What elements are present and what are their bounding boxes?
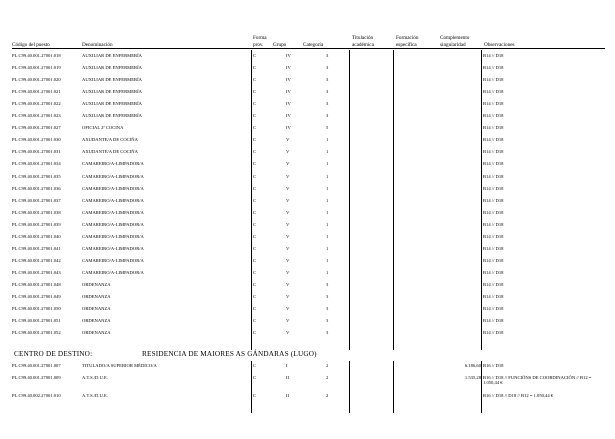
position-grupo: IV bbox=[286, 125, 291, 131]
position-grupo: V bbox=[286, 173, 290, 179]
position-categoria: 1 bbox=[326, 149, 329, 155]
position-code: PL.C99.40.001.27001.035 bbox=[12, 173, 61, 179]
header-complemento-1: Complemento bbox=[440, 35, 470, 41]
position-grupo: V bbox=[286, 257, 290, 263]
table-row bbox=[0, 87, 615, 99]
position-denomination: CAMAREIRO/A-LIMPADOR/A bbox=[82, 185, 144, 191]
position-grupo: V bbox=[286, 185, 290, 191]
position-forma: C bbox=[253, 318, 257, 324]
position-grupo: V bbox=[286, 221, 290, 227]
header-formacion-1: Formación bbox=[396, 35, 419, 41]
position-code: PL.C99.40.001.27001.020 bbox=[12, 77, 61, 83]
position-grupo: V bbox=[286, 245, 290, 251]
table-row bbox=[0, 232, 615, 244]
header-categoria: Categoría bbox=[303, 42, 324, 48]
position-observaciones: B14 // D18 bbox=[483, 173, 504, 179]
position-denomination: AUXILIAR DE ENFERMERÍA bbox=[82, 77, 142, 83]
position-categoria: 3 bbox=[326, 101, 329, 107]
header-forma-1: Forma bbox=[253, 35, 267, 41]
position-observaciones: B14 // D18 bbox=[483, 185, 504, 191]
position-forma: C bbox=[253, 77, 257, 83]
table-row bbox=[0, 111, 615, 123]
position-categoria: 1 bbox=[326, 161, 329, 167]
position-categoria: 1 bbox=[326, 269, 329, 275]
position-observaciones: B14 // D18 bbox=[483, 89, 504, 95]
position-grupo: IV bbox=[286, 113, 291, 119]
position-grupo: V bbox=[286, 318, 290, 324]
position-denomination: AUXILIAR DE ENFERMERÍA bbox=[82, 65, 142, 71]
position-grupo: IV bbox=[286, 53, 291, 58]
table-row bbox=[0, 147, 615, 159]
position-categoria: 3 bbox=[326, 330, 329, 336]
position-code: PL.C99.40.001.27001.027 bbox=[12, 125, 61, 131]
position-code: PL.C99.40.001.27001.034 bbox=[12, 161, 61, 167]
position-categoria: 1 bbox=[326, 197, 329, 203]
header-divider bbox=[12, 48, 605, 49]
position-categoria: 3 bbox=[326, 318, 329, 324]
position-denomination: CAMAREIRO/A-LIMPADOR/A bbox=[82, 173, 144, 179]
position-forma: C bbox=[253, 245, 257, 251]
position-observaciones: B14 // D18 bbox=[483, 101, 504, 107]
table-row bbox=[0, 159, 615, 171]
position-grupo: V bbox=[286, 330, 290, 336]
position-forma: C bbox=[253, 89, 257, 95]
position-forma: C bbox=[253, 185, 257, 191]
position-forma: C bbox=[253, 53, 257, 58]
position-observaciones: B14 // D18 bbox=[483, 53, 504, 58]
position-categoria: 3 bbox=[326, 65, 329, 71]
position-forma: C bbox=[253, 65, 257, 71]
position-categoria: 1 bbox=[326, 209, 329, 215]
position-grupo: IV bbox=[286, 101, 291, 107]
position-code: PL.C99.40.001.27001.007 bbox=[12, 363, 61, 368]
table-row bbox=[0, 123, 615, 135]
position-denomination: AXUDANTE/A DE COCIÑA bbox=[82, 149, 138, 155]
position-observaciones: B14 // D18 bbox=[483, 221, 504, 227]
position-code: PL.C99.40.001.27001.031 bbox=[12, 149, 61, 155]
position-categoria: 3 bbox=[326, 113, 329, 119]
position-denomination: CAMAREIRO/A-LIMPADOR/A bbox=[82, 269, 144, 275]
position-denomination: A.T.S./D.U.E. bbox=[82, 393, 108, 398]
position-categoria: 1 bbox=[326, 173, 329, 179]
position-code: PL.C99.40.001.27001.050 bbox=[12, 306, 61, 312]
position-denomination: OFICIAL 2ª COCINA bbox=[82, 125, 124, 131]
position-observaciones: B14 // D18 bbox=[483, 137, 504, 143]
position-forma: C bbox=[253, 393, 257, 398]
table-row bbox=[0, 220, 615, 232]
position-grupo: V bbox=[286, 306, 290, 312]
position-code: PL.C99.40.001.27001.009 bbox=[12, 375, 61, 380]
position-categoria: 3 bbox=[326, 294, 329, 299]
position-code: PL.C99.40.001.27001.051 bbox=[12, 318, 61, 324]
table-row bbox=[0, 172, 615, 184]
position-code: PL.C99.40.001.27001.030 bbox=[12, 137, 61, 143]
position-denomination: AUXILIAR DE ENFERMERÍA bbox=[82, 113, 142, 119]
position-denomination: CAMAREIRO/A-LIMPADOR/A bbox=[82, 197, 144, 203]
position-categoria: 3 bbox=[326, 89, 329, 95]
position-denomination: CAMAREIRO/A-LIMPADOR/A bbox=[82, 209, 144, 215]
position-complemento: 1.535,28 bbox=[464, 375, 481, 380]
position-categoria: 1 bbox=[326, 257, 329, 263]
table-row bbox=[0, 316, 615, 328]
position-categoria: 1 bbox=[326, 185, 329, 191]
header-titulacion-1: Titulación bbox=[352, 35, 374, 41]
position-categoria: 3 bbox=[326, 306, 329, 312]
position-denomination: AUXILIAR DE ENFERMERÍA bbox=[82, 89, 142, 95]
position-forma: C bbox=[253, 209, 257, 215]
position-denomination: AUXILIAR DE ENFERMERÍA bbox=[82, 53, 142, 58]
position-denomination: ORDENANZA bbox=[82, 281, 111, 287]
position-code: PL.C99.40.001.27001.041 bbox=[12, 245, 61, 251]
position-code: PL.C99.40.001.27001.040 bbox=[12, 233, 61, 239]
position-code: PL.C99.40.001.27001.022 bbox=[12, 101, 61, 107]
position-forma: C bbox=[253, 101, 257, 107]
position-forma: C bbox=[253, 149, 257, 155]
position-categoria: 1 bbox=[326, 221, 329, 227]
position-observaciones: B14 // D18 bbox=[483, 197, 504, 203]
position-code: PL.C99.40.002.27001.010 bbox=[12, 393, 61, 398]
position-grupo: II bbox=[286, 375, 290, 380]
header-grupo: Grupo bbox=[273, 42, 287, 48]
position-forma: C bbox=[253, 173, 257, 179]
position-categoria: 3 bbox=[326, 77, 329, 83]
table-row bbox=[0, 304, 615, 316]
position-forma: C bbox=[253, 221, 257, 227]
table-row bbox=[0, 208, 615, 220]
position-observaciones: B14 // D18 bbox=[483, 209, 504, 215]
position-code: PL.C99.40.001.27001.036 bbox=[12, 185, 61, 191]
table-row bbox=[0, 135, 615, 147]
table-row bbox=[0, 328, 615, 340]
position-denomination: A.T.S./D.U.E. bbox=[82, 375, 108, 380]
position-code: PL.C99.40.001.27001.038 bbox=[12, 209, 61, 215]
position-code: PL.C99.40.001.27001.042 bbox=[12, 257, 61, 263]
table-row bbox=[0, 63, 615, 75]
position-observaciones: B16 // D18 // D18 // B12 = 1.050,44 € bbox=[483, 393, 554, 398]
position-complemento: 6.186,60 bbox=[464, 363, 481, 368]
position-denomination: AXUDANTE/A DE COCIÑA bbox=[82, 137, 138, 143]
center-name: RESIDENCIA DE MAIORES AS GÁNDARAS (LUGO) bbox=[142, 350, 317, 358]
position-forma: C bbox=[253, 269, 257, 275]
position-grupo: V bbox=[286, 233, 290, 239]
position-denomination: ORDENANZA bbox=[82, 330, 111, 336]
position-denomination: AUXILIAR DE ENFERMERÍA bbox=[82, 101, 142, 107]
position-observaciones: B16 // D18 // FUNCIÓNS DE COORDINACIÓN // B12 = 1.050,44 € bbox=[483, 375, 592, 386]
position-denomination: CAMAREIRO/A-LIMPADOR/A bbox=[82, 245, 144, 251]
position-denomination: CAMAREIRO/A-LIMPADOR/A bbox=[82, 233, 144, 239]
position-observaciones: B14 // D18 bbox=[483, 318, 504, 324]
position-grupo: IV bbox=[286, 77, 291, 83]
position-denomination: CAMAREIRO/A-LIMPADOR/A bbox=[82, 257, 144, 263]
position-denomination: ORDENANZA bbox=[82, 318, 111, 324]
position-code: PL.C99.40.001.27001.021 bbox=[12, 89, 61, 95]
table-row bbox=[0, 268, 615, 280]
table-row bbox=[0, 373, 615, 389]
header-denominacion: Denominación bbox=[82, 42, 113, 48]
position-forma: C bbox=[253, 197, 257, 203]
table-row bbox=[0, 51, 615, 63]
position-forma: C bbox=[253, 363, 257, 368]
position-denomination: ORDENANZA bbox=[82, 294, 111, 299]
table-row bbox=[0, 244, 615, 256]
position-categoria: 5 bbox=[326, 125, 329, 131]
position-grupo: IV bbox=[286, 65, 291, 71]
position-observaciones: B14 // D18 bbox=[483, 294, 504, 299]
table-row bbox=[0, 196, 615, 208]
position-grupo: V bbox=[286, 294, 290, 299]
table-row bbox=[0, 391, 615, 407]
position-forma: C bbox=[253, 330, 257, 336]
position-denomination: TITULADO/A SUPERIOR MÉDICO/A bbox=[82, 363, 157, 368]
table-row bbox=[0, 280, 615, 292]
position-categoria: 1 bbox=[326, 137, 329, 143]
position-observaciones: B14 // D18 bbox=[483, 149, 504, 155]
position-denomination: CAMAREIRO/A-LIMPADOR/A bbox=[82, 161, 144, 167]
position-categoria: 1 bbox=[326, 245, 329, 251]
position-code: PL.C99.40.001.27001.018 bbox=[12, 53, 61, 58]
position-grupo: V bbox=[286, 137, 290, 143]
position-code: PL.C99.40.001.27001.048 bbox=[12, 281, 61, 287]
position-grupo: V bbox=[286, 161, 290, 167]
position-code: PL.C99.40.001.27001.039 bbox=[12, 221, 61, 227]
position-grupo: V bbox=[286, 269, 290, 275]
position-code: PL.C99.40.001.27001.043 bbox=[12, 269, 61, 275]
header-codigo: Código del puesto bbox=[12, 42, 50, 48]
table-row bbox=[0, 256, 615, 268]
position-forma: C bbox=[253, 257, 257, 263]
position-observaciones: B14 // D18 bbox=[483, 125, 504, 131]
position-code: PL.C99.40.001.27001.023 bbox=[12, 113, 61, 119]
table-row bbox=[0, 184, 615, 196]
position-code: PL.C99.40.001.27001.049 bbox=[12, 294, 61, 299]
position-categoria: 2 bbox=[326, 375, 329, 380]
position-denomination: CAMAREIRO/A-LIMPADOR/A bbox=[82, 221, 144, 227]
position-categoria: 3 bbox=[326, 281, 329, 287]
position-observaciones: B14 // D18 bbox=[483, 113, 504, 119]
header-formacion-2: específica bbox=[396, 42, 417, 48]
position-forma: C bbox=[253, 281, 257, 287]
position-categoria: 1 bbox=[326, 233, 329, 239]
position-observaciones: B14 // D18 bbox=[483, 306, 504, 312]
position-forma: C bbox=[253, 113, 257, 119]
position-categoria: 3 bbox=[326, 53, 329, 58]
position-observaciones: B14 // D18 bbox=[483, 233, 504, 239]
position-grupo: V bbox=[286, 197, 290, 203]
position-observaciones: B14 // D18 bbox=[483, 245, 504, 251]
header-complemento-2: singularidad bbox=[440, 42, 466, 48]
position-observaciones: B14 // D18 bbox=[483, 161, 504, 167]
position-observaciones: B14 // D18 bbox=[483, 65, 504, 71]
position-forma: C bbox=[253, 161, 257, 167]
position-grupo: II bbox=[286, 393, 290, 398]
position-denomination: ORDENANZA bbox=[82, 306, 111, 312]
position-categoria: 2 bbox=[326, 363, 329, 368]
table-row bbox=[0, 99, 615, 111]
position-observaciones: B14 // D18 bbox=[483, 257, 504, 263]
position-forma: C bbox=[253, 375, 257, 380]
position-observaciones: B14 // D18 bbox=[483, 330, 504, 336]
position-observaciones: B14 // D18 bbox=[483, 77, 504, 83]
position-code: PL.C99.40.001.27001.019 bbox=[12, 65, 61, 71]
position-grupo: IV bbox=[286, 89, 291, 95]
position-forma: C bbox=[253, 125, 257, 131]
position-forma: C bbox=[253, 233, 257, 239]
position-forma: C bbox=[253, 294, 257, 299]
position-grupo: V bbox=[286, 209, 290, 215]
header-observaciones: Observaciones bbox=[484, 42, 515, 48]
position-observaciones: B16 // D18 bbox=[483, 363, 504, 368]
header-forma-2: prov. bbox=[253, 42, 264, 48]
table-row bbox=[0, 75, 615, 87]
position-categoria: 2 bbox=[326, 393, 329, 398]
position-forma: C bbox=[253, 306, 257, 312]
position-observaciones: B14 // D18 bbox=[483, 281, 504, 287]
position-grupo: V bbox=[286, 149, 290, 155]
center-label: CENTRO DE DESTINO: bbox=[14, 350, 93, 358]
position-forma: C bbox=[253, 137, 257, 143]
position-observaciones: B14 // D18 bbox=[483, 269, 504, 275]
position-grupo: V bbox=[286, 281, 290, 287]
header-titulacion-2: académica bbox=[352, 42, 374, 48]
position-code: PL.C99.40.001.27001.037 bbox=[12, 197, 61, 203]
position-code: PL.C99.40.001.27001.052 bbox=[12, 330, 61, 336]
table-row bbox=[0, 292, 615, 304]
position-grupo: I bbox=[286, 363, 288, 368]
